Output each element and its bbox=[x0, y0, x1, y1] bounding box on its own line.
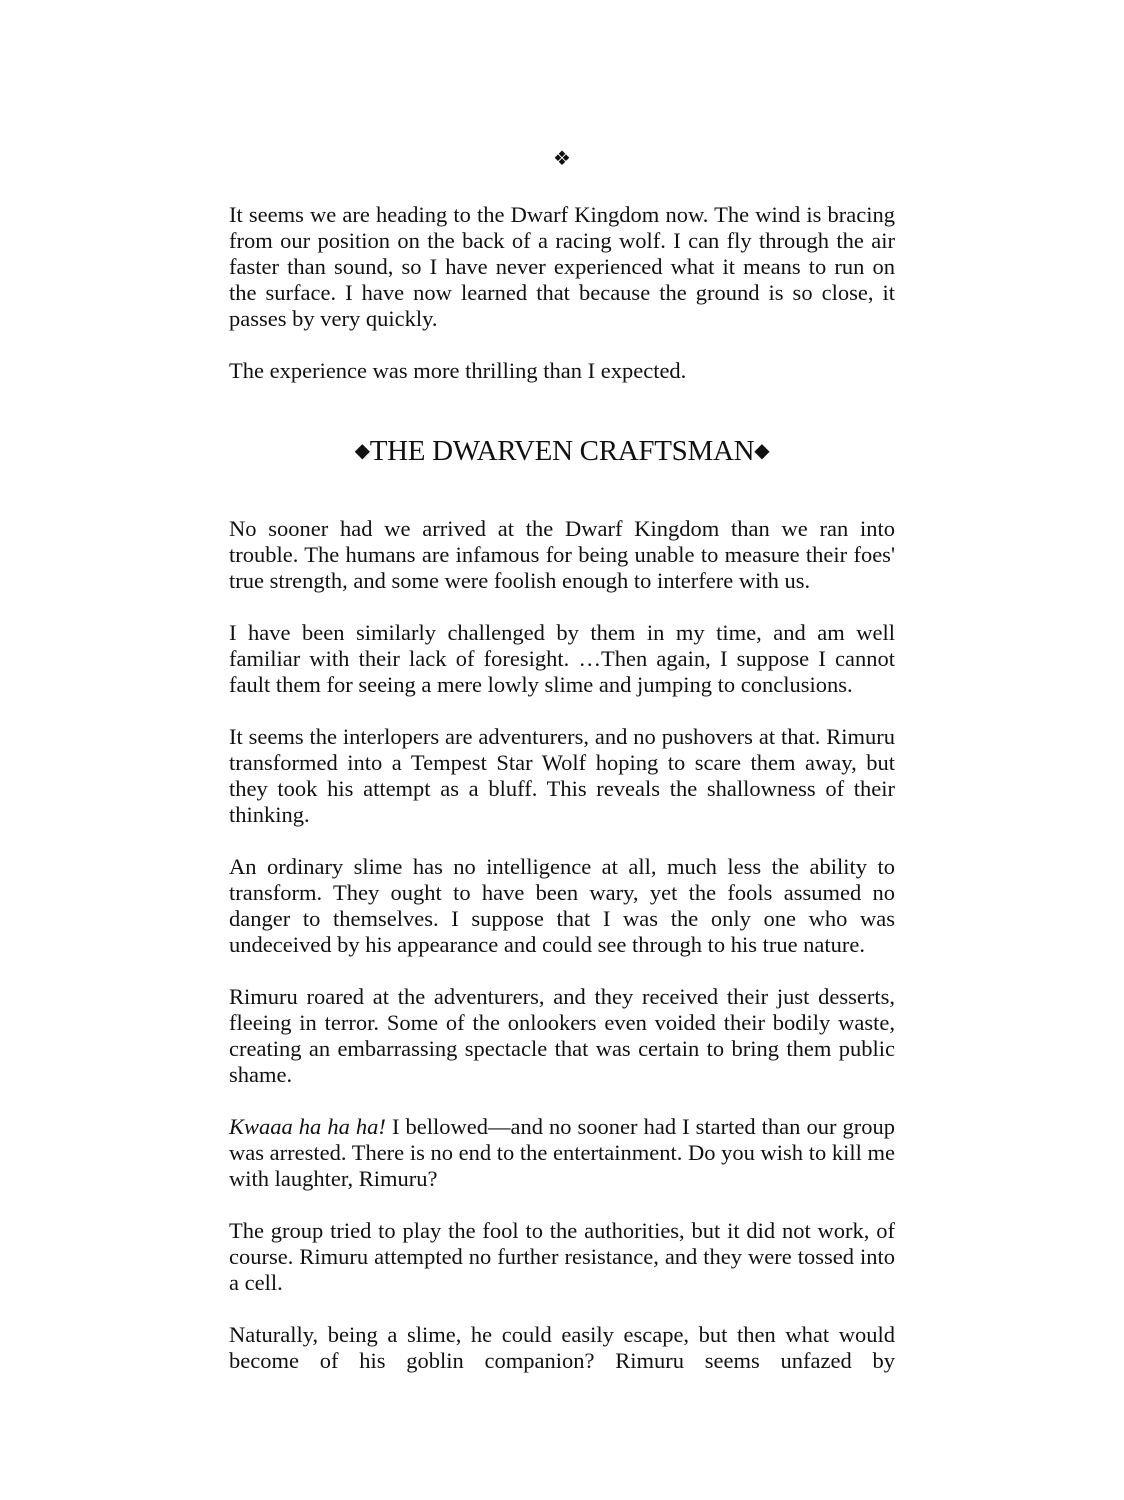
italic-laughter: Kwaaa ha ha ha! bbox=[229, 1114, 386, 1139]
paragraph: Rimuru roared at the adventurers, and they received their just desserts, fleeing in terror. Some of the onlookers even voided their bodily waste, creating an embarrassing spectacle that was certain to bring them public shame. bbox=[229, 984, 895, 1087]
paragraph-text: I bellowed—and no sooner had I started than our group was arrested. There is no end to the entertainment. Do you wish to kill me with laughter, Rimuru? bbox=[229, 1114, 895, 1191]
paragraph: It seems we are heading to the Dwarf Kingdom now. The wind is bracing from our position on the back of a racing wolf. I can fly through the air faster than sound, so I have never experienced what it means to run on the surface. I have now learned that because the ground is so close, it passes by very quickly. bbox=[229, 202, 895, 331]
paragraph: No sooner had we arrived at the Dwarf Kingdom than we ran into trouble. The humans are infamous for being unable to measure their foes' true strength, and some were foolish enough to interfere with us. bbox=[229, 516, 895, 593]
diamond-icon: ◆ bbox=[354, 438, 370, 462]
diamond-icon: ◆ bbox=[754, 438, 770, 462]
paragraph: An ordinary slime has no intelligence at all, much less the ability to transform. They ought to have been wary, yet the fools assumed no danger to themselves. I suppose that I was the only one who was undeceived by his appearance and could see through to his true nature. bbox=[229, 854, 895, 957]
intro-section bbox=[229, 202, 895, 410]
paragraph bbox=[229, 1114, 895, 1192]
paragraph: It seems the interlopers are adventurers, and no pushovers at that. Rimuru transformed into a Tempest Star Wolf hoping to scare them away, but they took his attempt as a bluff. This reveals the shallowness of their thinking. bbox=[229, 724, 895, 827]
paragraph: Naturally, being a slime, he could easily escape, but then what would become of his goblin companion? Rimuru seems unfazed by bbox=[229, 1322, 895, 1373]
paragraph: I have been similarly challenged by them in my time, and am well familiar with their lack of foresight. …Then again, I suppose I cannot fault them for seeing a mere lowly slime and jumping to conclusions. bbox=[229, 620, 895, 697]
chapter-title: THE DWARVEN CRAFTSMAN bbox=[369, 435, 755, 467]
section-break-ornament: ❖ bbox=[553, 146, 571, 170]
paragraph: The group tried to play the fool to the authorities, but it did not work, of course. Rimuru attempted no further resistance, and they were tossed into a cell. bbox=[229, 1218, 895, 1295]
chapter-body bbox=[229, 516, 895, 1400]
chapter-heading bbox=[229, 431, 895, 470]
paragraph: The experience was more thrilling than I expected. bbox=[229, 358, 687, 383]
